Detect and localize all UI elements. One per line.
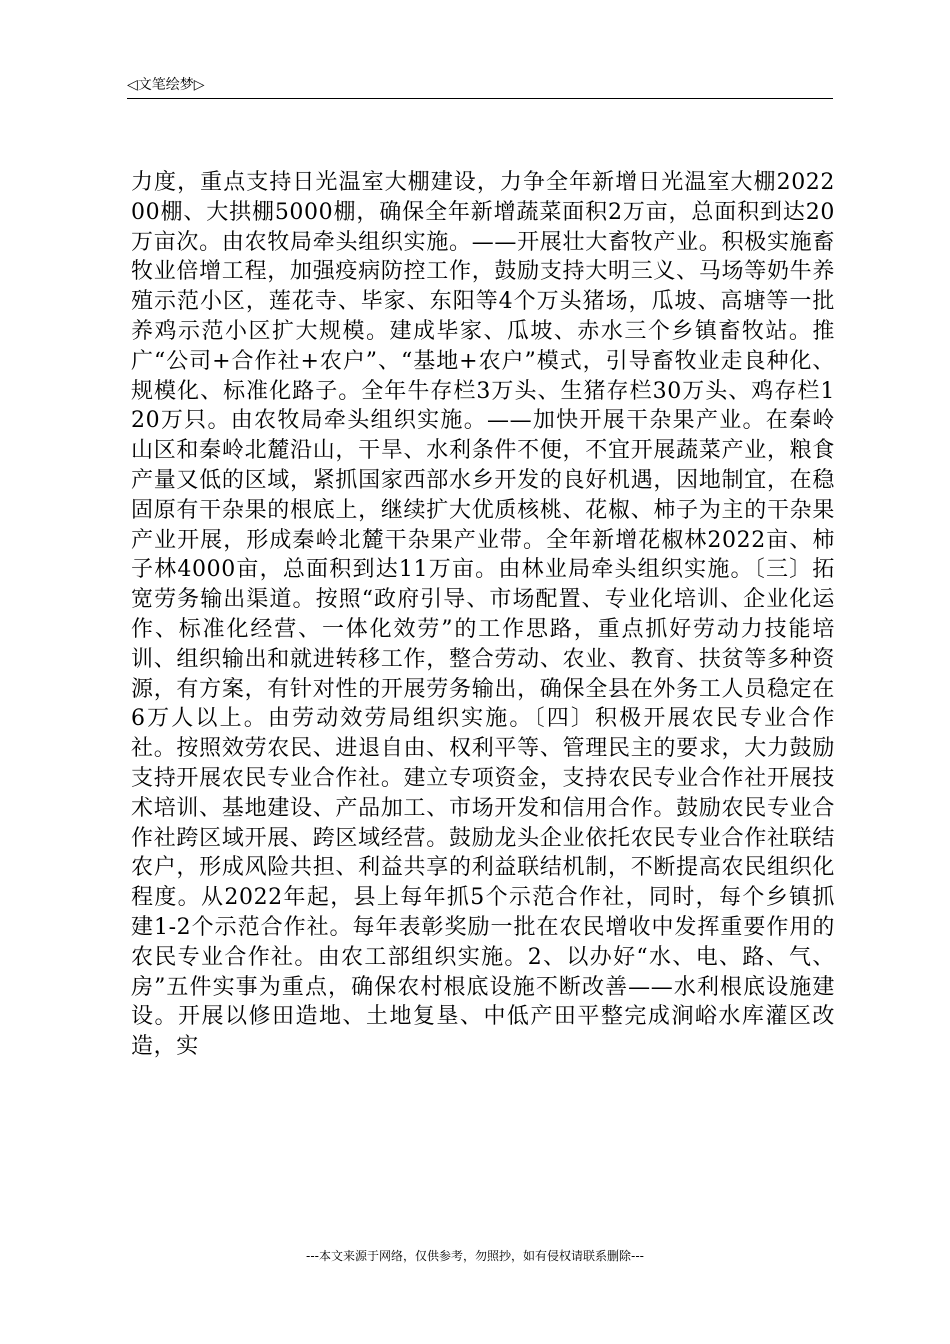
page-footer: ---本文来源于网络，仅供参考，勿照抄，如有侵权请联系删除--- <box>306 1249 644 1263</box>
page-header <box>127 74 833 99</box>
body-paragraph: 力度，重点支持日光温室大棚建设，力争全年新增日光温室大棚202200棚、大拱棚5000棚，确保全年新增蔬菜面积2万亩，总面积到达20万亩次。由农牧局牵头组织实施。——开展壮大畜牧产业。积极实施畜牧业倍增工程，加强疫病防控工作，鼓励支持大明三义、马场等奶牛养殖示范小区，莲花寺、毕家、东阳等4个万头猪场，瓜坡、高塘等一批养鸡示范小区扩大规模。建成毕家、瓜坡、赤水三个乡镇畜牧站。推广“公司+合作社+农户”、“基地+农户”模式，引导畜牧业走良种化、规模化、标准化路子。全年牛存栏3万头、生猪存栏30万头、鸡存栏120万只。由农牧局牵头组织实施。——加快开展干杂果产业。在秦岭山区和秦岭北麓沿山，干旱、水利条件不便，不宜开展蔬菜产业，粮食产量又低的区域，紧抓国家西部水乡开发的良好机遇，因地制宜，在稳固原有干杂果的根底上，继续扩大优质核桃、花椒、柿子为主的干杂果产业开展，形成秦岭北麓干杂果产业带。全年新增花椒林2022亩、柿子林4000亩，总面积到达11万亩。由林业局牵头组织实施。〔三〕拓宽劳务输出渠道。按照“政府引导、市场配置、专业化培训、企业化运作、标准化经营、一体化效劳”的工作思路，重点抓好劳动力技能培训、组织输出和就进转移工作，整合劳动、农业、教育、扶贫等多种资源，有方案，有针对性的开展劳务输出，确保全县在外务工人员稳定在6万人以上。由劳动效劳局组织实施。〔四〕积极开展农民专业合作社。按照效劳农民、进退自由、权利平等、管理民主的要求，大力鼓励支持开展农民专业合作社。建立专项资金，支持农民专业合作社开展技术培训、基地建设、产品加工、市场开发和信用合作。鼓励农民专业合作社跨区域开展、跨区域经营。鼓励龙头企业依托农民专业合作社联结农户，形成风险共担、利益共享的利益联结机制，不断提高农民组织化程度。从2022年起，县上每年抓5个示范合作社，同时，每个乡镇抓建1-2个示范合作社。每年表彰奖励一批在农民增收中发挥重要作用的农民专业合作社。由农工部组织实施。2、以办好“水、电、路、气、房”五件实事为重点，确保农村根底设施不断改善——水利根底设施建设。开展以修田造地、土地复垦、中低产田平整完成涧峪水库灌区改造，实 <box>131 170 835 1060</box>
header-title: ◁文笔绘梦▷ <box>127 77 205 93</box>
